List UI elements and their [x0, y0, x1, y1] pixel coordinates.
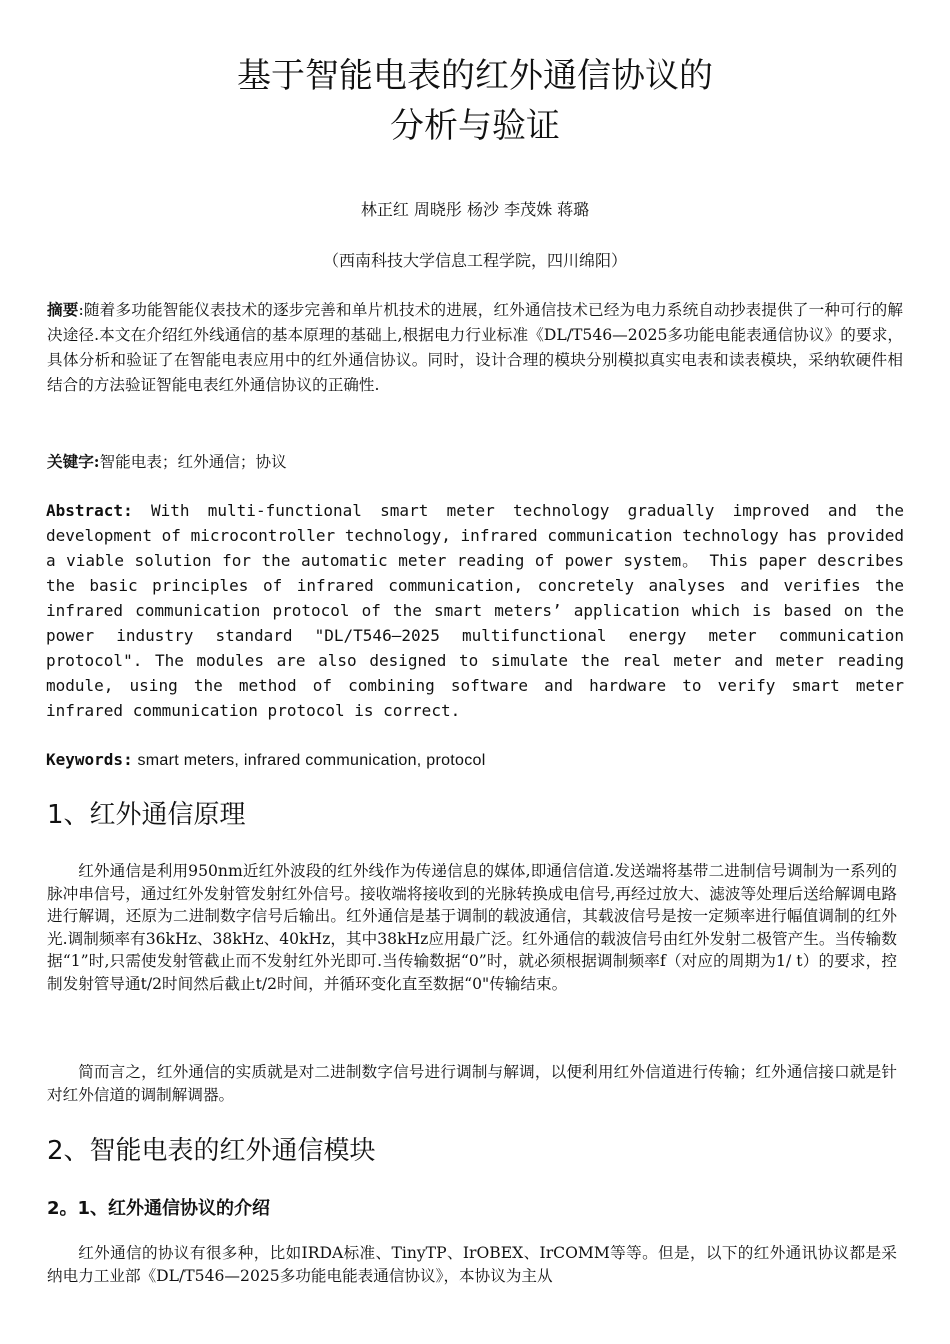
keywords-english-label: Keywords: — [46, 750, 133, 769]
keywords-english — [46, 747, 904, 773]
keywords-chinese-label: 关键字: — [47, 452, 100, 471]
author-list: 林正红 周晓彤 杨沙 李茂姝 蒋璐 — [360, 200, 590, 219]
section-1-paragraph: 简而言之，红外通信的实质就是对二进制数字信号进行调制与解调，以便利用红外信道进行传输；红外通信接口就是针对红外信道的调制解调器。 — [47, 1063, 897, 1104]
section-2-paragraph: 红外通信的协议有很多种，比如IRDA标准、TinyTP、IrOBEX、IrCOMM等等。但是，以下的红外通讯协议都是采纳电力工业部《DL/T546—2025多功能电能表通信协议》，本协议为主从 — [47, 1244, 897, 1285]
affiliation: （西南科技大学信息工程学院，四川绵阳） — [322, 251, 627, 270]
paper-title-line-1: 基于智能电表的红外通信协议的 — [237, 56, 713, 96]
section-2-heading: 2、智能电表的红外通信模块 — [47, 1136, 376, 1166]
section-1-heading: 1、红外通信原理 — [47, 800, 246, 830]
abstract-chinese-text: :随着多功能智能仪表技术的逐步完善和单片机技术的进展，红外通信技术已经为电力系统自动抄表提供了一种可行的解决途径.本文在介绍红外线通信的基本原理的基础上,根据电力行业标准《DL/T546—2025多功能电能表通信协议》的要求，具体分析和验证了在智能电表应用中的红外通信协议。同时，设计合理的模块分别模拟真实电表和读表模块，采纳软硬件相结合的方法验证智能电表红外通信协议的正确性. — [47, 301, 903, 394]
subsection-2-1-heading: 2。1、红外通信协议的介绍 — [47, 1198, 271, 1219]
paper-title-line-2: 分析与验证 — [390, 106, 560, 146]
abstract-english-text: With multi-functional smart meter technology gradually improved and the development of microcontroller technology, infrared communication technology has provided a viable solution for the automatic meter reading of power system。 This paper describes the basic principles of infrared communication, concretely analyses and verifies the infrared communication protocol of the smart meters’ application which is based on the power industry standard "DL/T546—2025 multifunctional energy meter communication protocol". The modules are also designed to simulate the real meter and meter reading module, using the method of combining software and hardware to verify smart meter infrared communication protocol is correct. — [46, 501, 905, 720]
keywords-chinese-text: 智能电表；红外通信；协议 — [99, 453, 287, 471]
abstract-chinese — [47, 297, 903, 398]
abstract-english — [46, 498, 904, 723]
section-1-paragraph: 红外通信是利用950nm近红外波段的红外线作为传递信息的媒体,即通信信道.发送端将基带二进制信号调制为一系列的脉冲串信号，通过红外发射管发射红外信号。接收端将接收到的光脉转换成电信号,再经过放大、滤波等处理后送给解调电路进行解调，还原为二进制数字信号后输出。红外通信是基于调制的载波通信，其载波信号是按一定频率进行幅值调制的红外光.调制频率有36kHz、38kHz、40kHz，其中38kHz应用最广泛。红外通信的载波信号由红外发射二极管产生。当传输数据“1”时,只需使发射管截止而不发射红外光即可.当传输数据“0”时，就必须根据调制频率f（对应的周期为1/ t）的要求，控制发射管导通t/2时间然后截止t/2时间，并循环变化直至数据“0"传输结束。 — [47, 862, 897, 993]
keywords-chinese — [47, 449, 903, 475]
abstract-chinese-label: 摘要 — [47, 300, 79, 319]
abstract-english-label: Abstract: — [46, 501, 133, 520]
keywords-english-text: smart meters, infrared communication, protocol — [132, 752, 486, 769]
